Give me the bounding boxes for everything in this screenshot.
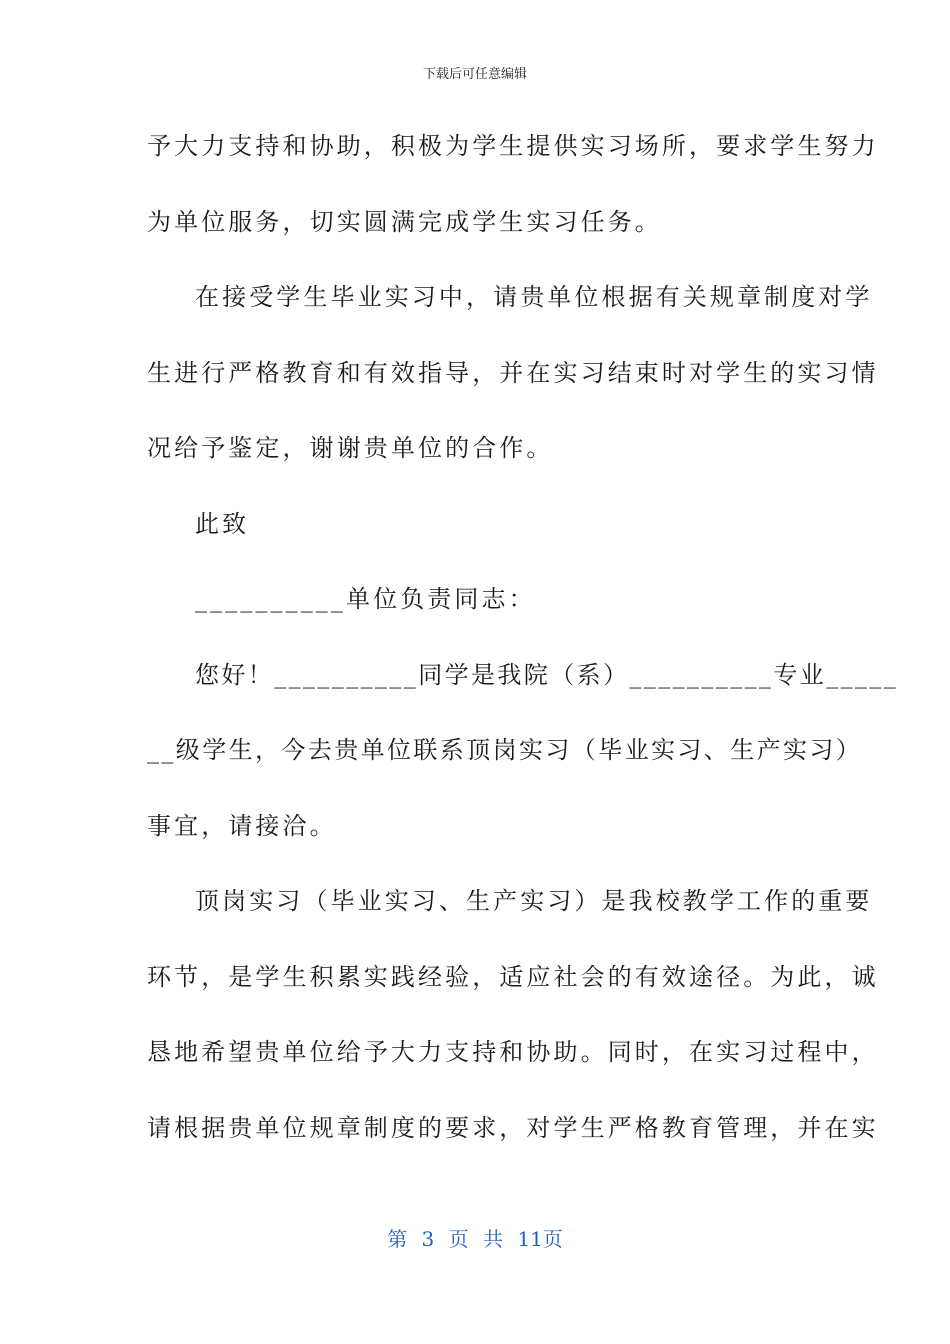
page-header: 下载后可任意编辑 — [422, 67, 527, 82]
body-line: 请根据贵单位规章制度的要求，对学生严格教育管理，并在实 — [147, 1113, 879, 1142]
page-number-footer: 第 3 页 共 11页 — [387, 1227, 563, 1251]
document-body — [147, 122, 899, 1179]
body-line: 环节，是学生积累实践经验，适应社会的有效途径。为此，诚 — [147, 962, 879, 991]
body-line: 恳地希望贵单位给予大力支持和协助。同时，在实习过程中， — [147, 1038, 879, 1066]
recipient-line: __________单位负责同志： — [195, 585, 536, 613]
body-line: 为单位服务，切实圆满完成学生实习任务。 — [147, 207, 662, 236]
body-line: 顶岗实习（毕业实习、生产实习）是我校教学工作的重要 — [195, 887, 873, 915]
salutation: 此致 — [195, 509, 250, 538]
body-line: 况给予鉴定，谢谢贵单位的合作。 — [147, 434, 554, 462]
body-line: 在接受学生毕业实习中，请贵单位根据有关规章制度对学 — [195, 283, 873, 311]
body-line: 事宜，请接洽。 — [147, 811, 337, 840]
body-line: __级学生，今去贵单位联系顶岗实习（毕业实习、生产实习） — [147, 736, 863, 764]
body-line: 予大力支持和协助，积极为学生提供实习场所，要求学生努力 — [147, 132, 879, 160]
greeting-line: 您好！__________同学是我院（系）__________专业_____ — [195, 660, 899, 689]
body-line: 生进行严格教育和有效指导，并在实习结束时对学生的实习情 — [147, 358, 879, 387]
